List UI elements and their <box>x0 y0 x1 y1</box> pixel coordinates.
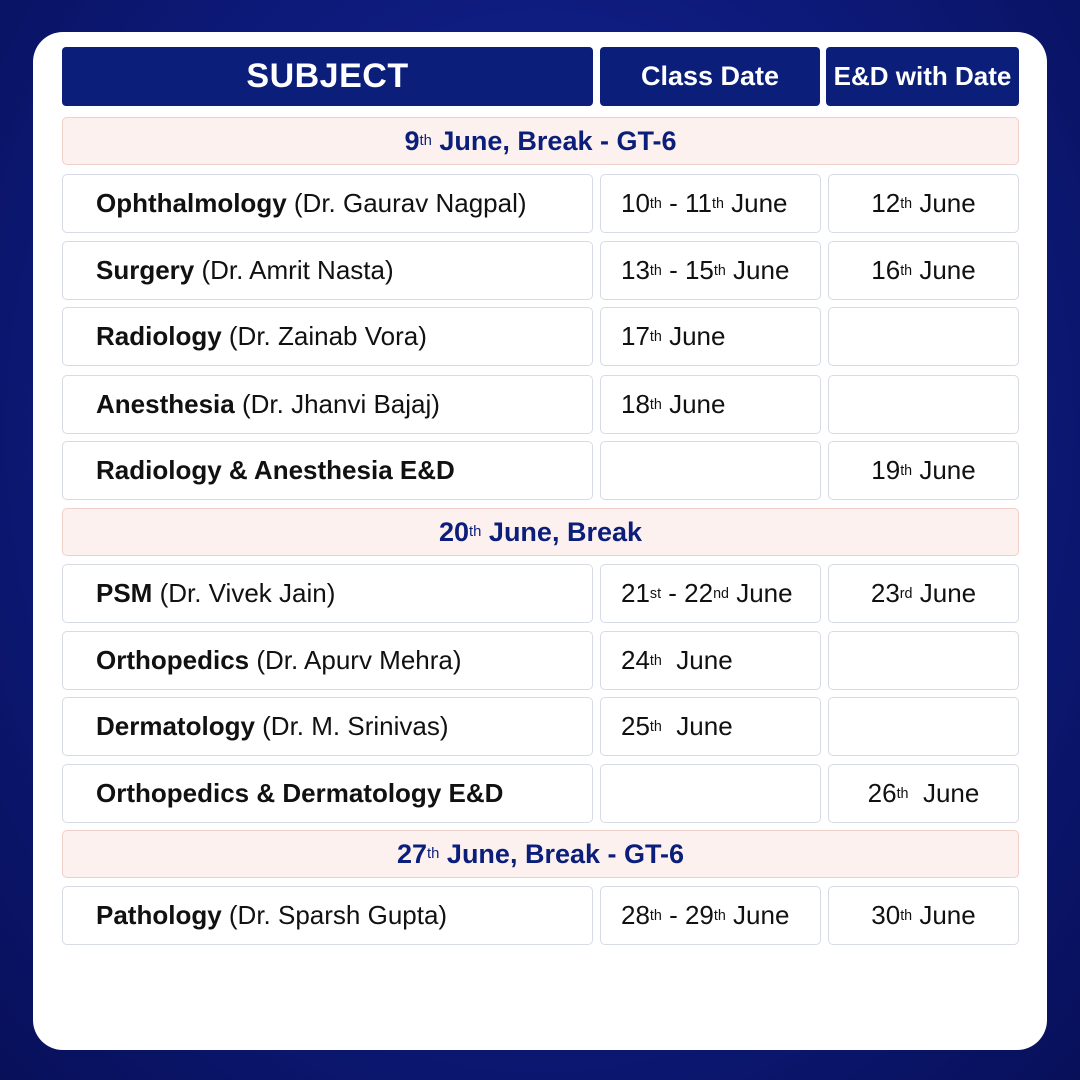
table-row <box>62 764 1019 823</box>
ed-date-cell: 26 th June <box>828 764 1019 823</box>
subject-name: Dermatology <box>96 711 255 741</box>
ed-date-cell: 12 th June <box>828 174 1019 233</box>
ed-date-cell: 19 th June <box>828 441 1019 500</box>
break-row: 9 th June, Break - GT-6 <box>62 117 1019 165</box>
table-row <box>62 307 1019 366</box>
subject-cell <box>62 697 593 756</box>
break-text: June, Break - GT-6 <box>439 838 685 869</box>
header-ed-date: E&D with Date <box>826 47 1019 106</box>
subject-name: Surgery <box>96 255 195 285</box>
class-date-cell: 13 th - 15 th June <box>600 241 821 300</box>
break-day: 9 <box>404 125 420 156</box>
break-text: June, Break - GT-6 <box>431 125 677 156</box>
subject-cell <box>62 375 593 434</box>
ed-date-cell: 30 th June <box>828 886 1019 945</box>
table-row <box>62 564 1019 623</box>
table-row <box>62 441 1019 500</box>
subject-cell <box>62 174 593 233</box>
class-date-cell: 21 st - 22 nd June <box>600 564 821 623</box>
subject-cell <box>62 764 593 823</box>
doctor-name: (Dr. Jhanvi Bajaj) <box>234 389 440 419</box>
subject-cell <box>62 241 593 300</box>
doctor-name: (Dr. Gaurav Nagpal) <box>286 188 527 218</box>
break-row: 27 th June, Break - GT-6 <box>62 830 1019 878</box>
ed-date-cell <box>828 631 1019 690</box>
doctor-name: (Dr. Vivek Jain) <box>152 578 336 608</box>
header-subject: SUBJECT <box>62 47 593 106</box>
class-date-cell: 17 th June <box>600 307 821 366</box>
subject-name: Orthopedics <box>96 645 250 675</box>
class-date-cell: 18 th June <box>600 375 821 434</box>
class-date-cell: 10 th - 11 th June <box>600 174 821 233</box>
subject-cell <box>62 886 593 945</box>
doctor-name: (Dr. Zainab Vora) <box>221 321 427 351</box>
break-row: 20 th June, Break <box>62 508 1019 556</box>
doctor-name: (Dr. M. Srinivas) <box>254 711 449 741</box>
doctor-name: (Dr. Sparsh Gupta) <box>221 900 448 930</box>
class-date-cell: 28 th - 29 th June <box>600 886 821 945</box>
ed-date-cell: 16 th June <box>828 241 1019 300</box>
header-class-date: Class Date <box>600 47 820 106</box>
subject-name: Radiology & Anesthesia E&D <box>96 455 455 485</box>
subject-cell <box>62 441 593 500</box>
table-row <box>62 174 1019 233</box>
table-row <box>62 241 1019 300</box>
subject-name: Orthopedics & Dermatology E&D <box>96 778 504 808</box>
subject-name: Pathology <box>96 900 222 930</box>
subject-cell <box>62 307 593 366</box>
ed-date-cell <box>828 307 1019 366</box>
table-row <box>62 886 1019 945</box>
break-day: 20 <box>438 516 470 547</box>
subject-cell <box>62 631 593 690</box>
subject-name: Radiology <box>96 321 222 351</box>
table-row <box>62 697 1019 756</box>
break-day: 27 <box>396 838 428 869</box>
subject-cell <box>62 564 593 623</box>
ed-date-cell <box>828 697 1019 756</box>
subject-name: Anesthesia <box>96 389 235 419</box>
class-date-cell <box>600 441 821 500</box>
subject-name: PSM <box>96 578 153 608</box>
table-row <box>62 631 1019 690</box>
ed-date-cell <box>828 375 1019 434</box>
subject-name: Ophthalmology <box>96 188 287 218</box>
table-row <box>62 375 1019 434</box>
class-date-cell: 25 th June <box>600 697 821 756</box>
doctor-name: (Dr. Amrit Nasta) <box>194 255 394 285</box>
ed-date-cell: 23 rd June <box>828 564 1019 623</box>
doctor-name: (Dr. Apurv Mehra) <box>249 645 462 675</box>
class-date-cell: 24 th June <box>600 631 821 690</box>
break-text: June, Break <box>481 516 642 547</box>
class-date-cell <box>600 764 821 823</box>
